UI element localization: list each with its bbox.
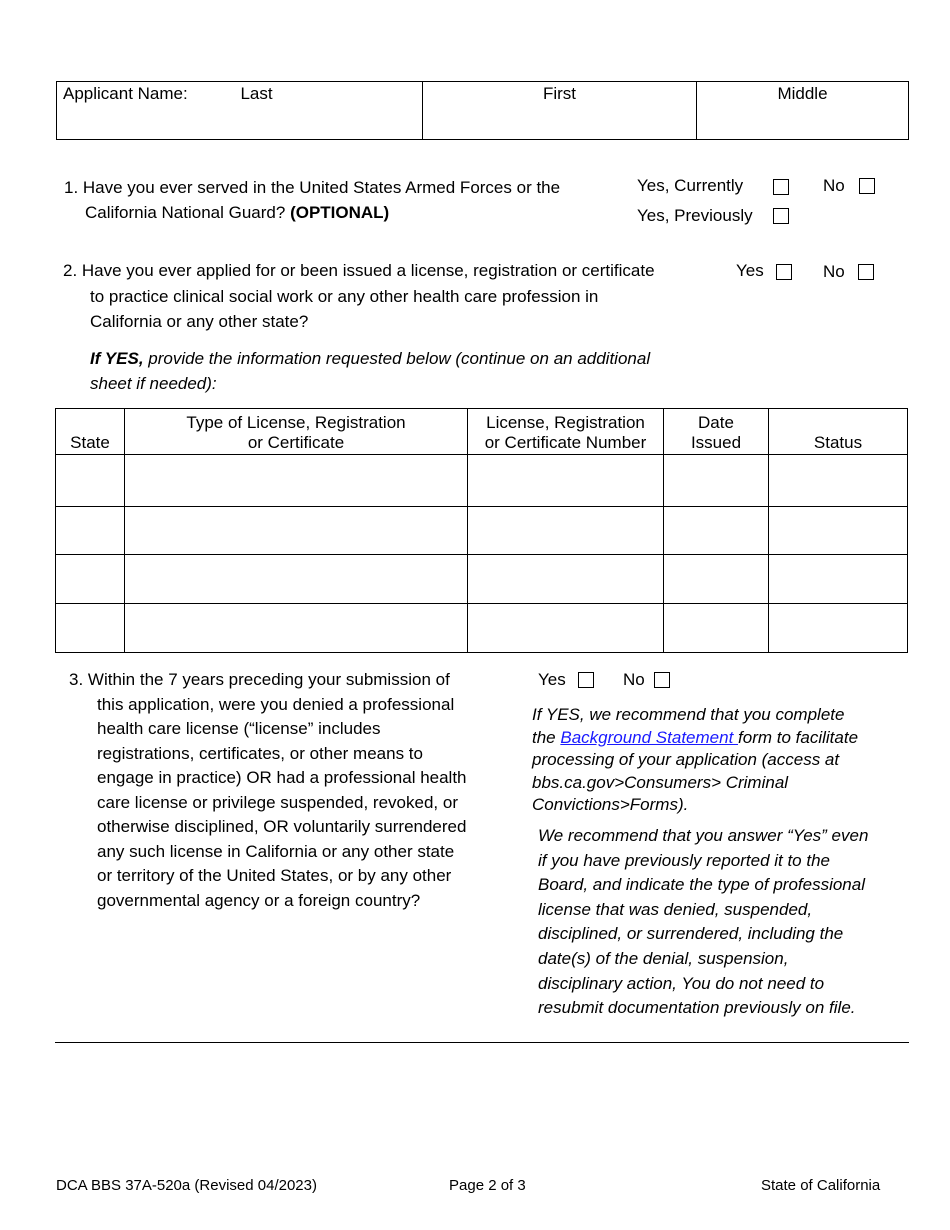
question-2 <box>63 259 743 335</box>
type-cell[interactable] <box>125 455 468 507</box>
table-row <box>56 507 908 555</box>
footer-page-number: Page 2 of 3 <box>449 1177 526 1194</box>
rec2-line: We recommend that you answer “Yes” even <box>538 826 869 845</box>
status-cell[interactable] <box>769 604 908 653</box>
state-cell[interactable] <box>56 604 125 653</box>
q2-instructions-line-1: If YES, provide the information requested below (continue on an additional <box>90 349 651 368</box>
section-divider <box>55 1042 909 1043</box>
rec1-line-4: bbs.ca.gov>Consumers> Criminal <box>532 772 789 792</box>
rec1-line-5: Convictions>Forms). <box>532 795 689 814</box>
q3-line: otherwise disciplined, OR voluntarily surrendered <box>97 817 467 836</box>
q1-yes-previously-label: Yes, Previously <box>637 206 753 225</box>
q1-no-checkbox[interactable] <box>859 178 875 194</box>
q3-line: this application, were you denied a professional <box>97 694 455 714</box>
q3-line: engage in practice) OR had a professional health <box>97 768 467 787</box>
q3-recommendation-2 <box>538 824 918 1021</box>
number-cell[interactable] <box>468 555 664 604</box>
q3-line: any such license in California or any other state <box>97 841 455 861</box>
status-cell[interactable] <box>769 507 908 555</box>
q3-line: 3. Within the 7 years preceding your submission of <box>69 670 450 689</box>
q3-yes-checkbox[interactable] <box>578 672 594 688</box>
q2-line-2: to practice clinical social work or any other health care profession in <box>90 286 599 306</box>
q2-no-checkbox[interactable] <box>858 264 874 280</box>
rec2-line: disciplinary action, You do not need to <box>538 973 825 993</box>
q1-no-label: No <box>823 176 845 195</box>
optional-label: (OPTIONAL) <box>290 202 390 222</box>
q2-yes-label: Yes <box>736 261 764 280</box>
rec1-line-3: processing of your application (access at <box>532 750 840 769</box>
date-cell[interactable] <box>664 507 769 555</box>
header-date-issued: Date Issued <box>664 409 769 455</box>
license-table <box>55 408 908 653</box>
middle-name-cell[interactable] <box>697 82 909 140</box>
q2-line-1: 2. Have you ever applied for or been issued a license, registration or certificate <box>63 261 655 280</box>
type-cell[interactable] <box>125 604 468 653</box>
first-label: First <box>542 84 577 103</box>
q3-no-checkbox[interactable] <box>654 672 670 688</box>
q2-instructions <box>90 347 650 396</box>
q1-line-1: 1. Have you ever served in the United States Armed Forces or the <box>64 178 561 197</box>
state-cell[interactable] <box>56 455 125 507</box>
rec2-line: resubmit documentation previously on file. <box>538 998 856 1018</box>
last-name-cell[interactable] <box>57 82 423 140</box>
table-row <box>56 455 908 507</box>
status-cell[interactable] <box>769 555 908 604</box>
rec2-line: if you have previously reported it to the <box>538 850 830 870</box>
rec2-line: Board, and indicate the type of professional <box>538 875 865 895</box>
q2-instructions-line-2: sheet if needed): <box>90 373 217 393</box>
footer-form-id: DCA BBS 37A-520a (Revised 04/2023) <box>56 1177 317 1194</box>
q3-yes-label: Yes <box>538 670 566 689</box>
middle-label: Middle <box>777 84 828 103</box>
rec1-line-2: the Background Statement form to facilitate <box>532 727 859 747</box>
q1-yes-currently-checkbox[interactable] <box>773 179 789 195</box>
first-name-cell[interactable] <box>423 82 697 140</box>
license-table-header <box>56 409 908 455</box>
applicant-name-label: Applicant Name: <box>63 84 188 103</box>
header-state: State <box>56 409 125 455</box>
rec2-line: license that was denied, suspended, <box>538 899 813 919</box>
q1-yes-previously-checkbox[interactable] <box>773 208 789 224</box>
type-cell[interactable] <box>125 507 468 555</box>
date-cell[interactable] <box>664 604 769 653</box>
q1-line-2: California National Guard? (OPTIONAL) <box>85 202 390 222</box>
state-cell[interactable] <box>56 555 125 604</box>
background-statement-link[interactable]: Background Statement <box>560 727 739 747</box>
q2-no-label: No <box>823 262 845 281</box>
question-3 <box>69 668 519 913</box>
q2-line-3: California or any other state? <box>90 312 309 331</box>
question-1 <box>64 176 560 225</box>
table-row <box>56 604 908 653</box>
header-type: Type of License, Registration or Certificate <box>125 409 468 455</box>
number-cell[interactable] <box>468 604 664 653</box>
type-cell[interactable] <box>125 555 468 604</box>
applicant-name-box <box>56 81 909 140</box>
q3-line: governmental agency or a foreign country? <box>97 890 421 910</box>
rec2-line: disciplined, or surrendered, including the <box>538 924 844 944</box>
q3-line: or territory of the United States, or by any other <box>97 866 452 885</box>
if-yes-label: If YES, <box>90 349 144 368</box>
status-cell[interactable] <box>769 455 908 507</box>
q3-no-label: No <box>623 670 645 689</box>
header-number: License, Registration or Certificate Number <box>468 409 664 455</box>
number-cell[interactable] <box>468 455 664 507</box>
q3-line: registrations, certificates, or other means to <box>97 743 423 763</box>
q3-recommendation-1 <box>532 704 912 817</box>
rec2-line: date(s) of the denial, suspension, <box>538 948 789 968</box>
q3-line: care license or privilege suspended, revoked, or <box>97 792 458 812</box>
date-cell[interactable] <box>664 555 769 604</box>
table-row <box>56 555 908 604</box>
rec1-line-1: If YES, we recommend that you complete <box>532 705 845 724</box>
q3-line: health care license (“license” includes <box>97 719 381 738</box>
q2-yes-checkbox[interactable] <box>776 264 792 280</box>
last-label: Last <box>240 84 273 103</box>
footer-state: State of California <box>761 1177 881 1194</box>
number-cell[interactable] <box>468 507 664 555</box>
q1-yes-currently-label: Yes, Currently <box>637 176 744 195</box>
date-cell[interactable] <box>664 455 769 507</box>
header-status: Status <box>769 409 908 455</box>
state-cell[interactable] <box>56 507 125 555</box>
